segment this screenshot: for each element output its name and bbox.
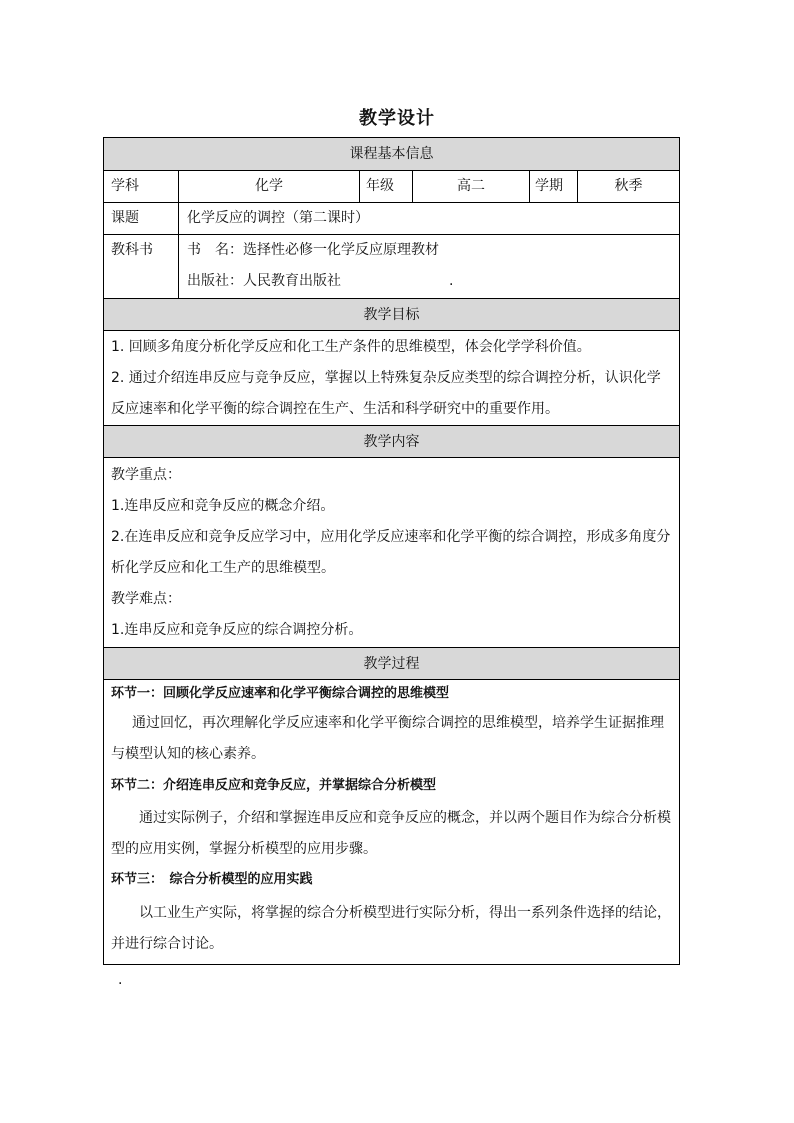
topic-row [104,203,679,235]
key-point-1: 1.连串反应和竞争反应的概念介绍。 [111,498,335,514]
grade-label: 年级 [360,171,413,202]
subject-label: 学科 [104,171,179,202]
term-label: 学期 [530,171,578,202]
textbook-row [104,235,679,299]
publisher-dot: . [449,273,454,289]
textbook-info [179,235,679,298]
process-body [104,680,679,964]
book-name-line: 书 名：选择性必修一化学反应原理教材 [187,242,439,258]
info-row [104,171,679,203]
content-header: 教学内容 [104,426,679,458]
difficulty-label: 教学难点： [111,591,181,607]
step3-title: 环节三： 综合分析模型的应用实践 [111,872,313,887]
term-value: 秋季 [614,178,643,194]
topic-value: 化学反应的调控（第二课时） [187,210,369,226]
basic-info-header: 课程基本信息 [104,138,679,171]
footer-dot: . [118,972,123,988]
publisher-line-wrap [187,266,679,297]
content-body [104,458,679,648]
subject-value: 化学 [179,171,360,202]
goal-item-1: 1. 回顾多角度分析化学反应和化工生产条件的思维模型，体会化学学科价值。 [111,339,591,355]
goals-content [104,331,679,426]
difficulty-1: 1.连串反应和竞争反应的综合调控分析。 [111,622,363,638]
textbook-label: 教科书 [104,235,179,298]
step1-text: 通过回忆，再次理解化学反应速率和化学平衡综合调控的思维模型，培养学生证据推理与模型认知的核心素养。 [111,715,664,762]
key-points-label: 教学重点： [111,467,181,483]
step1-title: 环节一：回顾化学反应速率和化学平衡综合调控的思维模型 [111,686,450,701]
goals-header: 教学目标 [104,299,679,331]
process-header: 教学过程 [104,648,679,680]
step2-title: 环节二：介绍连串反应和竞争反应，并掌据综合分析模型 [111,778,437,793]
lesson-plan-table [103,137,680,965]
step3-text: 以工业生产实际，将掌握的综合分析模型进行实际分析，得出一系列条件选择的结论，并进行综合讨论。 [111,905,671,952]
publisher-line: 出版社：人民教育出版社 [187,273,341,289]
step2-text: 通过实际例子，介绍和掌握连串反应和竞争反应的概念，并以两个题目作为综合分析模型的应用实例，掌握分析模型的应用步骤。 [111,810,671,857]
grade-value: 高二 [413,171,530,202]
key-point-2: 2.在连串反应和竞争反应学习中，应用化学反应速率和化学平衡的综合调控，形成多角度分析化学反应和化工生产的思维模型。 [111,529,671,576]
page-title: 教学设计 [359,108,435,129]
goal-item-2: 2. 通过介绍连串反应与竞争反应，掌握以上特殊复杂反应类型的综合调控分析，认识化学反应速率和化学平衡的综合调控在生产、生活和科学研究中的重要作用。 [111,370,661,417]
topic-label: 课题 [104,203,179,234]
